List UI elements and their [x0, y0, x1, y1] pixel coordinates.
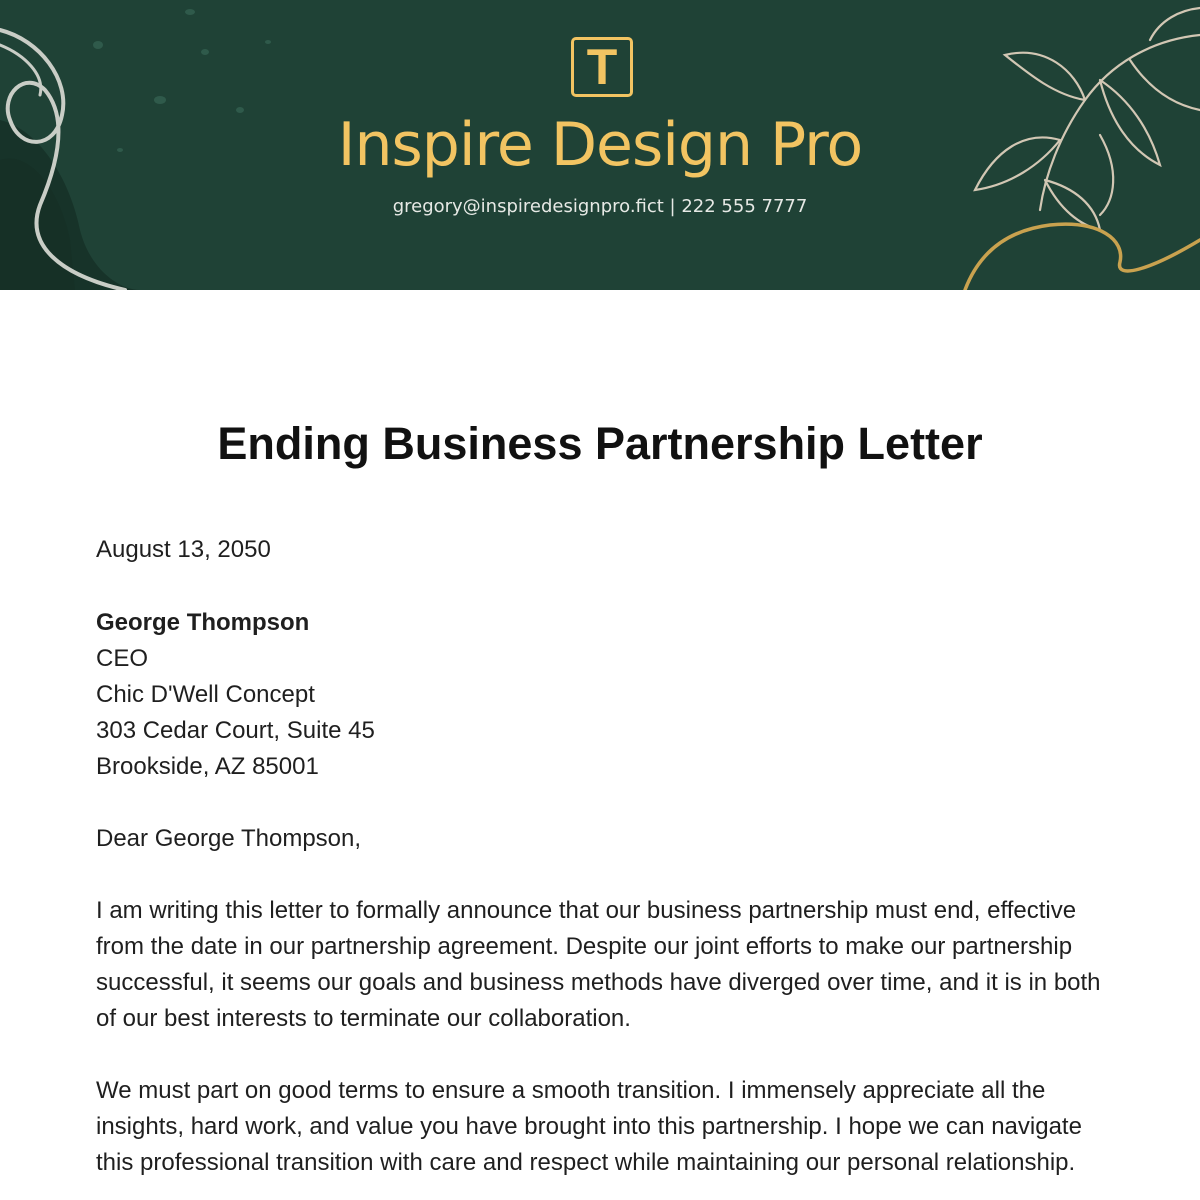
letter-salutation: Dear George Thompson, — [96, 825, 362, 852]
recipient-address-line2: Brookside, AZ 85001 — [96, 753, 319, 780]
body-paragraph: I am writing this letter to formally announce that our business partnership must end, effective from the date in our partnership agreement. Despite our joint efforts to make our partnership successful, it seems our goals and business methods have diverged over time, and it is in both of our best interests to terminate our collaboration. — [96, 897, 1101, 1032]
recipient-title: CEO — [96, 645, 149, 672]
company-logo — [571, 37, 633, 97]
letter-date: August 13, 2050 — [96, 536, 271, 563]
recipient-address-line1: 303 Cedar Court, Suite 45 — [96, 717, 375, 744]
recipient-name: George Thompson — [96, 609, 310, 636]
recipient-block — [96, 605, 1106, 785]
body-paragraph: We must part on good terms to ensure a smooth transition. I immensely appreciate all the insights, hard work, and value you have brought into this partnership. I hope we can navigate this professional transition with care and respect while maintaining our personal relationship. — [96, 1077, 1082, 1176]
recipient-company: Chic D'Well Concept — [96, 681, 315, 708]
logo-letter: T — [586, 39, 618, 95]
header-banner — [0, 0, 1200, 290]
company-contact: gregory@inspiredesignpro.fict | 222 555 7777 — [392, 196, 808, 217]
letter-title: Ending Business Partnership Letter — [217, 418, 983, 469]
company-name: Inspire Design Pro — [337, 110, 863, 180]
